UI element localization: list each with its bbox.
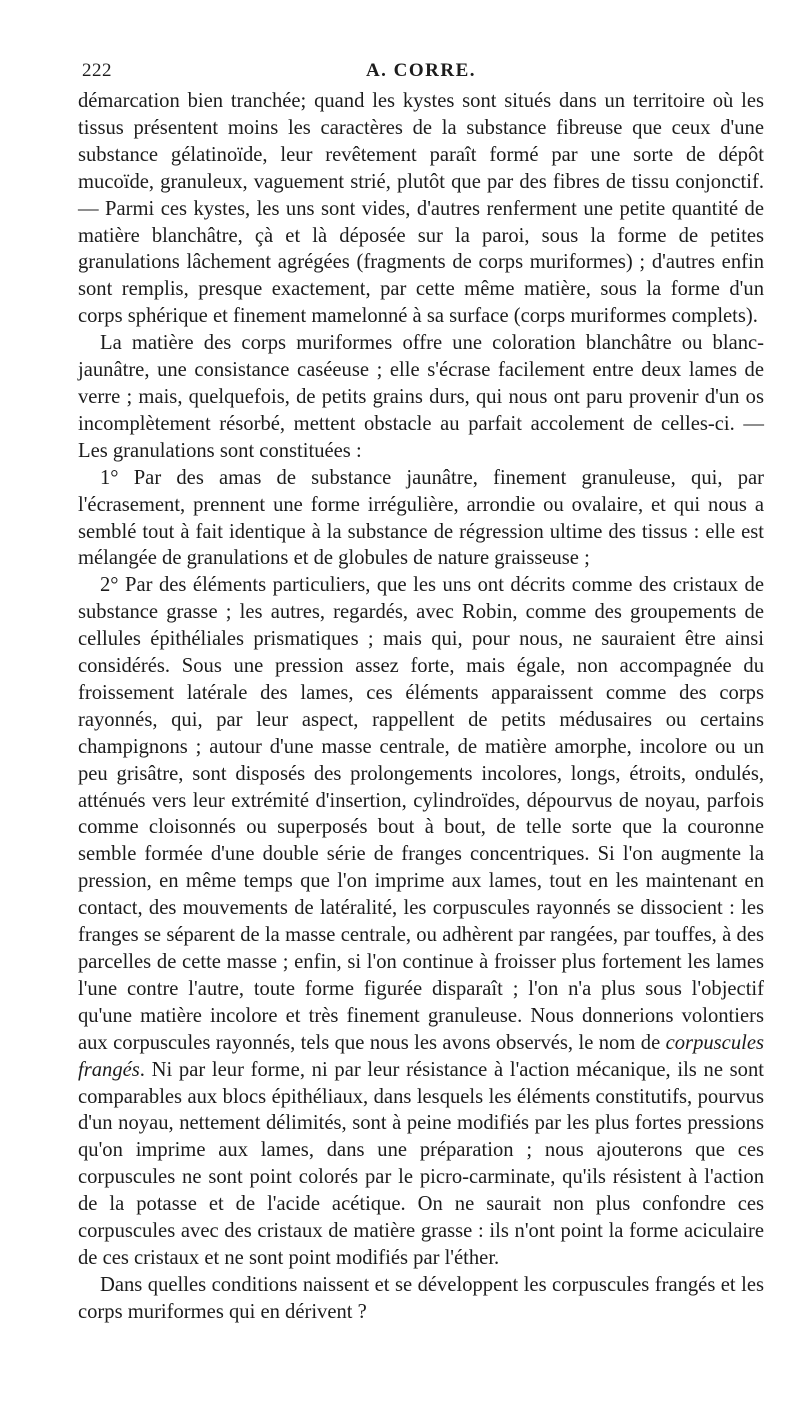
paragraph-item-2-text-before: 2° Par des éléments particuliers, que les uns ont décrits comme des cristaux de substance grasse ; les autres, regardés, avec Robin, comme des groupements de cellules épithéliales prismatiques ; mais qui, pour nous, ne sauraient être ainsi considérés. Sous une pression assez forte, mais égale, non accompagnée du froissement latérale des lames, ces éléments apparaissent comme des corps rayonnés, qui, par leur aspect, rappellent de petits médusaires ou certains champignons ; autour d'une masse centrale, de matière amorphe, incolore ou un peu grisâtre, sont disposés des prolongements incolores, longs, étroits, ondulés, atténués vers leur extrémité d'insertion, cylindroïdes, dépourvus de noyau, parfois comme cloisonnés ou superposés bout à bout, de telle sorte que la couronne semble formée d'une double série de franges concentriques. Si l'on augmente la pression, en même temps que l'on imprime aux lames, tout en les maintenant en contact, des mouvements de latéralité, les corpuscules rayonnés se dissocient : les franges se séparent de la masse centrale, ou adhèrent par rangées, par touffes, à des parcelles de cette masse ; enfin, si l'on continue à froisser plus fortement les lames l'une contre l'autre, toute forme figurée disparaît ; l'on n'a plus sous l'objectif qu'une matière incolore et très finement granuleuse. Nous donnerions volontiers aux corpuscules rayonnés, tels que nous les avons observés, le nom de — [78, 574, 764, 1054]
page-header — [78, 60, 764, 88]
paragraph-item-2-text-after: . Ni par leur forme, ni par leur résistance à l'action mécanique, ils ne sont comparables aux blocs épithéliaux, dans lesquels les éléments constitutifs, pourvus d'un noyau, nettement délimités, sont à peine modifiés par les plus fortes pressions qu'on imprime aux lames, dans une préparation ; nous ajouterons que ces corpuscules ne sont point colorés par le picro-carminate, qu'ils résistent à l'action de la potasse et de l'acide acétique. On ne saurait non plus confondre ces corpuscules avec des cristaux de matière grasse : ils n'ont point la forme aciculaire de ces cristaux et ne sont point modifiés par l'éther. — [78, 1058, 764, 1269]
running-head: A. CORRE. — [365, 60, 477, 81]
paragraph-item-2 — [78, 572, 764, 1272]
paragraph-corps-muriformes: La matière des corps muriformes offre une coloration blanchâtre ou blanc-jaunâtre, une consistance caséeuse ; elle s'écrase facilement entre deux lames de verre ; mais, quelquefois, de petits grains durs, qui nous ont paru provenir d'un os incomplètement résorbé, mettent obstacle au parfait accolement de celles-ci. — Les granulations sont constituées : — [78, 332, 764, 462]
italic-term: corpuscules frangés — [78, 1031, 764, 1081]
document-page — [78, 60, 764, 1326]
paragraph-question: Dans quelles conditions naissent et se développent les corpuscules frangés et les corps muriformes qui en dérivent ? — [78, 1273, 764, 1323]
paragraph-continuation: démarcation bien tranchée; quand les kystes sont situés dans un territoire où les tissus présentent moins les caractères de la substance fibreuse que ceux d'une substance gélatinoïde, leur revêtement paraît formé par une sorte de dépôt mucoïde, granuleux, vaguement strié, plutôt que par des fibres de tissu conjonctif. — Parmi ces kystes, les uns sont vides, d'autres renferment une petite quantité de matière blanchâtre, çà et là déposée sur la paroi, sous la forme de petites granulations lâchement agrégées (fragments de corps muriformes) ; d'autres enfin sont remplis, presque exactement, par cette même matière, sous la forme d'un corps sphérique et finement mamelonné à sa surface (corps muriformes complets). — [78, 90, 764, 328]
page-number: 222 — [82, 60, 112, 81]
body-text — [78, 88, 764, 1326]
paragraph-item-1: 1° Par des amas de substance jaunâtre, finement granuleuse, qui, par l'écrasement, prennent une forme irrégulière, arrondie ou ovalaire, et qui nous a semblé tout à fait identique à la substance de régression ultime des tissus : elle est mélangée de granulations et de globules de nature graisseuse ; — [78, 466, 764, 570]
